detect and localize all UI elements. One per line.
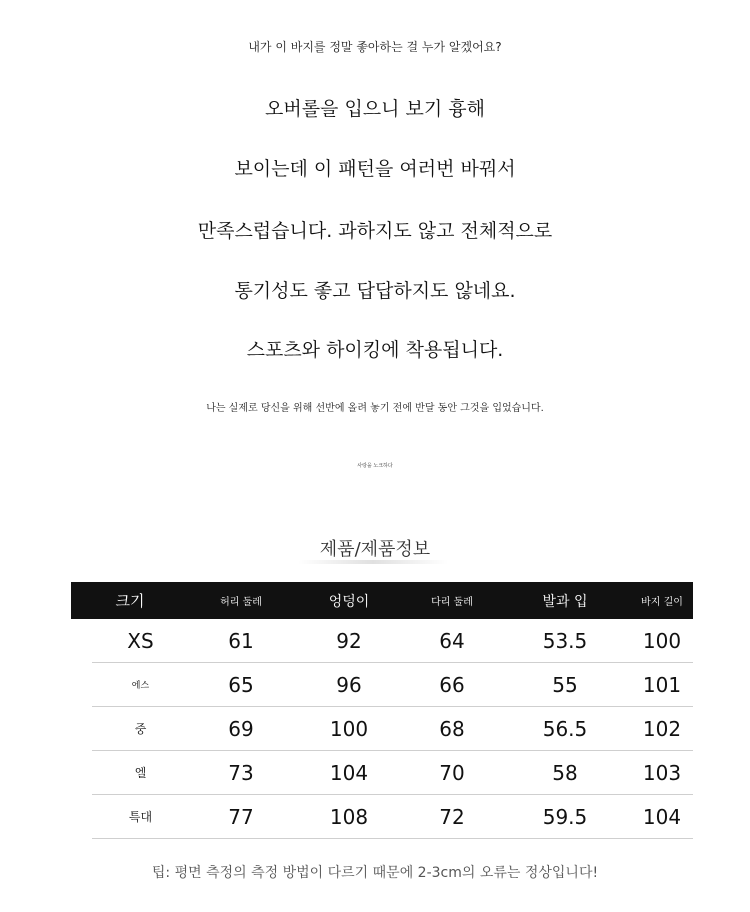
waist-value: 61 (228, 628, 254, 653)
waist-value: 69 (228, 716, 254, 741)
table-row (92, 795, 693, 839)
leg-value: 64 (439, 628, 465, 653)
header-length: 바지 길이 (641, 597, 683, 608)
intro-question: 내가 이 바지를 정말 좋아하는 걸 누가 알겠어요? (248, 40, 502, 54)
hem-value: 53.5 (542, 628, 588, 653)
size-label: 특대 (128, 810, 153, 824)
description-line-4: 통기성도 좋고 답답하지도 않네요. (234, 280, 516, 302)
length-value: 103 (642, 760, 682, 785)
hip-value: 96 (336, 672, 362, 697)
hip-value: 104 (329, 760, 369, 785)
hip-value: 108 (329, 804, 369, 829)
description-line-5: 스포츠와 하이킹에 착용됩니다. (246, 339, 504, 361)
leg-value: 66 (439, 672, 465, 697)
leg-value: 70 (439, 760, 465, 785)
table-row (92, 707, 693, 751)
product-section-title: 제품/제품정보 (319, 539, 431, 560)
header-leg: 다리 둘레 (431, 597, 473, 608)
hem-value: 58 (552, 760, 578, 785)
length-value: 101 (642, 672, 682, 697)
size-label: 엘 (134, 766, 147, 780)
header-waist: 허리 둘레 (220, 597, 262, 608)
waist-value: 77 (228, 804, 254, 829)
measurement-tip: 팁: 평면 측정의 측정 방법이 다르기 때문에 2-3cm의 오류는 정상입니다! (151, 865, 599, 881)
hem-value: 56.5 (542, 716, 588, 741)
leg-value: 72 (439, 804, 465, 829)
length-value: 102 (642, 716, 682, 741)
hem-value: 59.5 (542, 804, 588, 829)
table-row (92, 619, 693, 663)
table-row (92, 751, 693, 795)
size-table (71, 582, 693, 839)
size-label: 에스 (131, 681, 150, 691)
description-line-2: 보이는데 이 패턴을 여러번 바꿔서 (234, 158, 516, 180)
wear-note: 나는 실제로 당신을 위해 선반에 올려 놓기 전에 반달 동안 그것을 입었습니다. (206, 403, 544, 414)
description-line-3: 만족스럽습니다. 과하지도 않고 전체적으로 (197, 220, 553, 242)
waist-value: 73 (228, 760, 254, 785)
size-table-body (92, 619, 693, 839)
length-value: 104 (642, 804, 682, 829)
waist-value: 65 (228, 672, 254, 697)
header-hip: 엉덩이 (328, 593, 370, 610)
title-brush-stroke (298, 560, 448, 564)
size-table-header (71, 582, 693, 619)
tiny-caption: 사랑을 노크하다 (357, 463, 393, 469)
size-label: 중 (134, 722, 147, 736)
description-line-1: 오버롤을 입으니 보기 흉해 (264, 98, 485, 120)
leg-value: 68 (439, 716, 465, 741)
table-row (92, 663, 693, 707)
header-hem: 발과 입 (542, 593, 588, 610)
hem-value: 55 (552, 672, 578, 697)
size-label: XS (127, 628, 154, 653)
length-value: 100 (642, 628, 682, 653)
hip-value: 100 (329, 716, 369, 741)
header-size: 크기 (115, 592, 145, 610)
hip-value: 92 (336, 628, 362, 653)
